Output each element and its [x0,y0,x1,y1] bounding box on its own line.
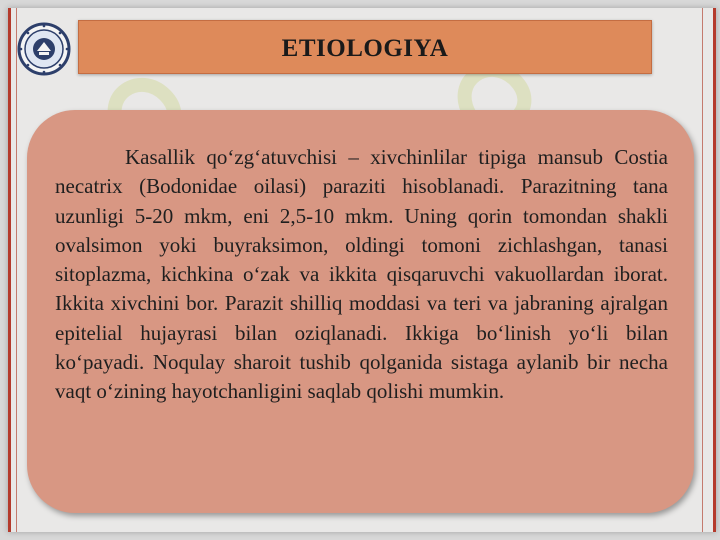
slide-title: ETIOLOGIYA [281,35,449,62]
university-emblem-icon [17,20,71,78]
title-bar [78,20,652,74]
frame-inner-line-left [16,8,17,532]
frame-inner-line-right [702,8,703,532]
slide-body-text: Kasallik qo‘zg‘atuvchisi – xivchinlilar tipiga mansub Costia necatrix (Bodonidae oilasi) paraziti hisoblanadi. Parazitning tana uzunligi 5-20 mkm, eni 2,5-10 mkm. Uning qorin tomondan shakli ovalsimon yoki buyraksimon, oldingi tomoni zichlashgan, tanasi sitoplazma, kichkina o‘zak va ikkita qisqaruvchi vakuollardan iborat. Ikkita xivchini bor. Parazit shilliq moddasi va teri va jabraning ajralgan epitelial hujayrasi bilan oziqlanadi. Ikkiga bo‘linish yo‘li bilan ko‘payadi. Noqulay sharoit tushib qolganida sistaga aylanib bir necha vaqt o‘zining hayotchanligini saqlab qolishi mumkin. [55,145,668,404]
